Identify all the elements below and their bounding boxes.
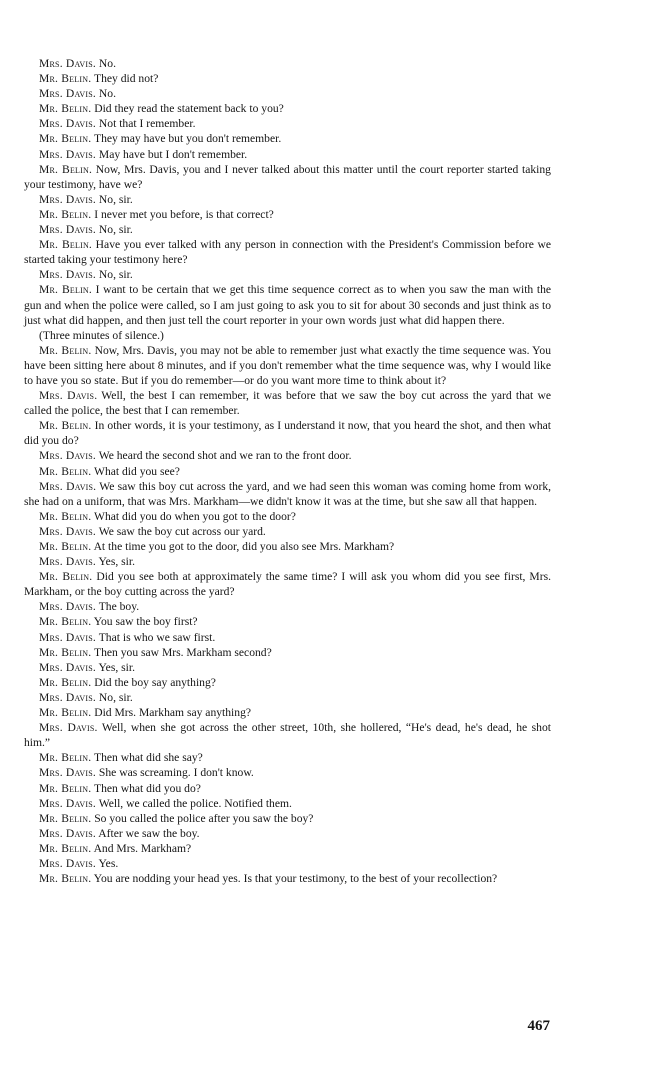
speaker-name: Mr. Belin. <box>39 238 93 252</box>
transcript-paragraph <box>24 131 551 146</box>
speaker-name: Mrs. Davis. <box>39 600 96 614</box>
speech-text: She was screaming. I don't know. <box>98 766 254 780</box>
speech-text: Did you see both at approximately the same time? I will ask you whom did you see first, Mrs. Markham, or the boy cutting across the yard? <box>24 570 552 599</box>
speaker-name: Mrs. Davis. <box>39 87 96 101</box>
transcript-paragraph <box>24 388 551 418</box>
transcript-paragraph <box>24 705 551 720</box>
speech-text: No, sir. <box>98 192 133 206</box>
speech-text: You saw the boy first? <box>93 615 198 629</box>
speaker-name: Mr. Belin. <box>39 283 93 297</box>
speech-text: And Mrs. Markham? <box>93 841 192 855</box>
speech-text: Did Mrs. Markham say anything? <box>94 706 252 720</box>
transcript-paragraph <box>24 750 551 765</box>
speaker-name: Mrs. Davis. <box>39 555 96 569</box>
transcript-paragraph <box>24 811 551 826</box>
transcript-paragraph <box>24 207 551 222</box>
speech-text: At the time you got to the door, did you also see Mrs. Markham? <box>93 540 395 553</box>
speech-text: Well, the best I can remember, it was before that we saw the boy cut across the yard that we called the police, the best that I can remember. <box>24 389 551 418</box>
transcript-paragraph <box>24 675 551 690</box>
speaker-name: Mrs. Davis. <box>39 856 96 870</box>
transcript-paragraph <box>24 569 551 599</box>
speaker-name: Mrs. Davis. <box>39 223 96 237</box>
transcript-paragraph <box>24 524 551 539</box>
speaker-name: Mr. Belin. <box>39 675 92 689</box>
transcript-paragraph <box>24 554 551 569</box>
speaker-name: Mrs. Davis. <box>39 524 96 538</box>
transcript-paragraph <box>24 328 551 343</box>
transcript-paragraph <box>24 162 551 192</box>
transcript-paragraph <box>24 614 551 629</box>
speaker-name: Mrs. Davis. <box>39 796 96 810</box>
speech-text: No. <box>98 87 116 101</box>
speaker-name: Mr. Belin. <box>39 132 92 146</box>
speaker-name: Mr. Belin. <box>39 706 92 720</box>
speaker-name: Mrs. Davis. <box>39 721 98 735</box>
speech-text: May have but I don't remember. <box>98 147 248 161</box>
speaker-name: Mr. Belin. <box>39 343 92 357</box>
speaker-name: Mr. Belin. <box>39 540 92 553</box>
speech-text: No, sir. <box>98 268 133 282</box>
speaker-name: Mr. Belin. <box>39 162 93 176</box>
speaker-name: Mrs. Davis. <box>39 389 98 403</box>
speaker-name: Mrs. Davis. <box>39 147 96 161</box>
transcript-paragraph <box>24 826 551 841</box>
speech-text: (Three minutes of silence.) <box>39 328 164 342</box>
speaker-name: Mr. Belin. <box>39 419 92 433</box>
speaker-name: Mr. Belin. <box>39 811 92 825</box>
speech-text: After we saw the boy. <box>98 826 200 840</box>
transcript-paragraph <box>24 690 551 705</box>
speech-text: Now, Mrs. Davis, you may not be able to remember just what exactly the time sequence was. You have been sitting here about 8 minutes, and if you don't remember what the time sequence was, why I would like to have you so state. But if you do remember—or do you want more time to think about it? <box>24 343 551 387</box>
speech-text: So you called the police after you saw the boy? <box>94 811 314 825</box>
transcript-paragraph <box>24 192 551 207</box>
transcript-paragraph <box>24 343 551 388</box>
speech-text: What did you see? <box>94 464 180 478</box>
transcript-paragraph <box>24 56 551 71</box>
speaker-name: Mr. Belin. <box>39 570 93 584</box>
speech-text: We heard the second shot and we ran to the front door. <box>98 449 352 463</box>
speaker-name: Mr. Belin. <box>39 645 92 659</box>
speech-text: No. <box>98 57 116 70</box>
transcript-body <box>24 56 551 886</box>
transcript-paragraph <box>24 71 551 86</box>
speech-text: We saw the boy cut across our yard. <box>98 524 266 538</box>
speech-text: Well, we called the police. Notified them. <box>98 796 292 810</box>
speech-text: The boy. <box>98 600 140 614</box>
speaker-name: Mrs. Davis. <box>39 57 96 70</box>
transcript-paragraph <box>24 147 551 162</box>
transcript-paragraph <box>24 479 551 509</box>
transcript-paragraph <box>24 796 551 811</box>
speech-text: No, sir. <box>98 223 133 237</box>
speech-text: They may have but you don't remember. <box>94 132 282 146</box>
speech-text: Then what did she say? <box>94 751 203 765</box>
speaker-name: Mrs. Davis. <box>39 268 96 282</box>
speech-text: I never met you before, is that correct? <box>94 207 274 221</box>
speech-text: Yes, sir. <box>98 555 135 569</box>
speaker-name: Mr. Belin. <box>39 872 92 886</box>
speaker-name: Mr. Belin. <box>39 464 92 478</box>
transcript-paragraph <box>24 645 551 660</box>
transcript-paragraph <box>24 116 551 131</box>
transcript-paragraph <box>24 871 551 886</box>
speech-text: In other words, it is your testimony, as I understand it now, that you heard the shot, and then what did you do? <box>24 419 551 448</box>
speech-text: You are nodding your head yes. Is that your testimony, to the best of your recollection? <box>93 872 498 886</box>
speech-text: Did they read the statement back to you? <box>94 102 284 116</box>
speaker-name: Mrs. Davis. <box>39 690 96 704</box>
transcript-paragraph <box>24 720 551 750</box>
speech-text: No, sir. <box>98 690 133 704</box>
speaker-name: Mr. Belin. <box>39 781 92 795</box>
speech-text: I want to be certain that we get this time sequence correct as to when you saw the man with the gun and when the police were called, so I am just going to ask you to sit for about 30 seconds and just think as to just what did happen, and then just tell the court reporter in your own words just what did happen there. <box>24 283 552 327</box>
transcript-paragraph <box>24 448 551 463</box>
speech-text: We saw this boy cut across the yard, and we had seen this woman was coming home from work, she had on a uniform, that was Mrs. Markham—we didn't know it was at the time, but she saw all that happen. <box>24 479 552 508</box>
speaker-name: Mr. Belin. <box>39 841 92 855</box>
transcript-paragraph <box>24 237 551 267</box>
speech-text: Have you ever talked with any person in connection with the President's Commission before we started taking your testimony here? <box>24 238 551 267</box>
speech-text: They did not? <box>94 72 159 86</box>
transcript-paragraph <box>24 539 551 554</box>
speech-text: Not that I remember. <box>98 117 196 131</box>
transcript-paragraph <box>24 86 551 101</box>
speaker-name: Mrs. Davis. <box>39 766 96 780</box>
speaker-name: Mr. Belin. <box>39 615 92 629</box>
transcript-paragraph <box>24 222 551 237</box>
transcript-paragraph <box>24 856 551 871</box>
speech-text: Yes, sir. <box>98 660 135 674</box>
speaker-name: Mrs. Davis. <box>39 449 96 463</box>
speech-text: Did the boy say anything? <box>94 675 216 689</box>
transcript-paragraph <box>24 101 551 116</box>
transcript-paragraph <box>24 267 551 282</box>
speaker-name: Mrs. Davis. <box>39 660 96 674</box>
page-number: 467 <box>527 1018 550 1034</box>
speech-text: What did you do when you got to the door? <box>94 509 296 523</box>
transcript-paragraph <box>24 765 551 780</box>
transcript-paragraph <box>24 599 551 614</box>
speaker-name: Mrs. Davis. <box>39 826 96 840</box>
speaker-name: Mrs. Davis. <box>39 630 96 644</box>
speaker-name: Mrs. Davis. <box>39 192 96 206</box>
speaker-name: Mr. Belin. <box>39 207 92 221</box>
transcript-paragraph <box>24 418 551 448</box>
speech-text: That is who we saw first. <box>98 630 216 644</box>
transcript-paragraph <box>24 282 551 327</box>
speaker-name: Mr. Belin. <box>39 509 92 523</box>
speech-text: Then what did you do? <box>94 781 201 795</box>
speaker-name: Mr. Belin. <box>39 102 92 116</box>
speaker-name: Mrs. Davis. <box>39 479 97 493</box>
transcript-paragraph <box>24 660 551 675</box>
transcript-paragraph <box>24 841 551 856</box>
speaker-name: Mr. Belin. <box>39 751 92 765</box>
speaker-name: Mrs. Davis. <box>39 117 96 131</box>
transcript-paragraph <box>24 781 551 796</box>
speech-text: Well, when she got across the other street, 10th, she hollered, “He's dead, he's dead, he shot him.” <box>24 721 551 750</box>
transcript-paragraph <box>24 630 551 645</box>
speaker-name: Mr. Belin. <box>39 72 92 86</box>
transcript-paragraph <box>24 509 551 524</box>
transcript-paragraph <box>24 464 551 479</box>
speech-text: Yes. <box>98 856 119 870</box>
speech-text: Then you saw Mrs. Markham second? <box>94 645 272 659</box>
speech-text: Now, Mrs. Davis, you and I never talked about this matter until the court reporter started taking your testimony, have we? <box>24 162 551 191</box>
